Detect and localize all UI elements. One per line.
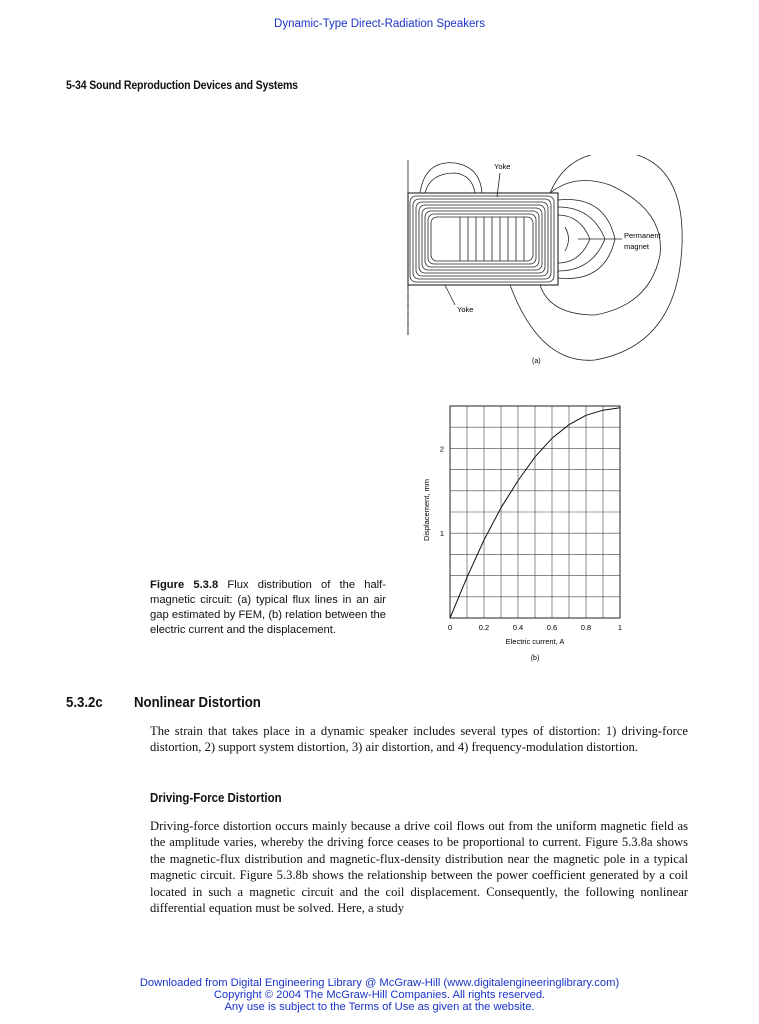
top-link[interactable]: Dynamic-Type Direct-Radiation Speakers (274, 18, 485, 30)
section-title: Nonlinear Distortion (134, 694, 261, 711)
panel-a-label: (a) (532, 358, 541, 365)
caption-text: Flux distribution of the half-magnetic circuit: (a) typical flux lines in an air gap estimated by FEM, (b) relation between the electric current and the displacement. (150, 579, 386, 636)
x-tick-label: 0 (447, 623, 453, 632)
flux-diagram (400, 155, 700, 370)
y-tick-label: 2 (439, 444, 444, 454)
panel-b-label: (b) (530, 655, 540, 662)
magnet-label-2: magnet (624, 242, 650, 251)
magnet-label-1: Permanent (624, 231, 661, 240)
subsection-title: Driving-Force Distortion (150, 790, 282, 805)
running-head: 5-34 Sound Reproduction Devices and Systems (66, 78, 298, 92)
yoke-bottom-label: Yoke (457, 305, 474, 314)
section-intro: The strain that takes place in a dynamic speaker includes several types of distortion: 1) driving-force distortion, 2) support system distortion, 3) air distortion, and 4) frequency-modulation distortion. (150, 724, 688, 755)
x-tick-label: 0.4 (512, 623, 524, 632)
yoke-top-label: Yoke (494, 162, 511, 171)
footer-line-1[interactable]: Downloaded from Digital Engineering Library @ McGraw-Hill (www.digitalengineeringlibrary.com) (139, 977, 620, 989)
caption-label: Figure 5.3.8 (150, 579, 219, 591)
chart-xlabel: Electric current, A (505, 637, 565, 646)
x-tick-label: 1 (617, 623, 623, 632)
y-tick-label: 1 (439, 529, 444, 539)
yoke-frame (408, 193, 558, 285)
x-tick-label: 0.8 (580, 623, 592, 632)
x-tick-label: 0.6 (546, 623, 558, 632)
chart-grid (450, 406, 620, 618)
section-number: 5.3.2c (66, 694, 103, 711)
footer[interactable] (0, 977, 759, 1014)
chart-ylabel: Displacement, mm (422, 478, 431, 542)
figure-caption (150, 578, 386, 638)
subsection-text: Driving-force distortion occurs mainly because a drive coil flows out from the uniform magnetic field as the amplitude varies, whereby the driving force ceases to be proportional to current. Figure 5.3.8a shows the magnetic-flux distribution and magnetic-flux-density distribution near the magnetic pole in a typical magnetic circuit. Figure 5.3.8b shows the relationship between the power coefficient generated by a coil located in such a magnetic circuit and the coil displacement. Consequently, the following nonlinear differential equation must be solved. Here, a study (150, 819, 688, 916)
footer-line-2: Copyright © 2004 The McGraw-Hill Companies. All rights reserved. (213, 989, 546, 1002)
footer-line-3[interactable]: Any use is subject to the Terms of Use as given at the website. (224, 1001, 535, 1014)
displacement-chart (415, 400, 630, 670)
x-tick-label: 0.2 (478, 623, 490, 632)
